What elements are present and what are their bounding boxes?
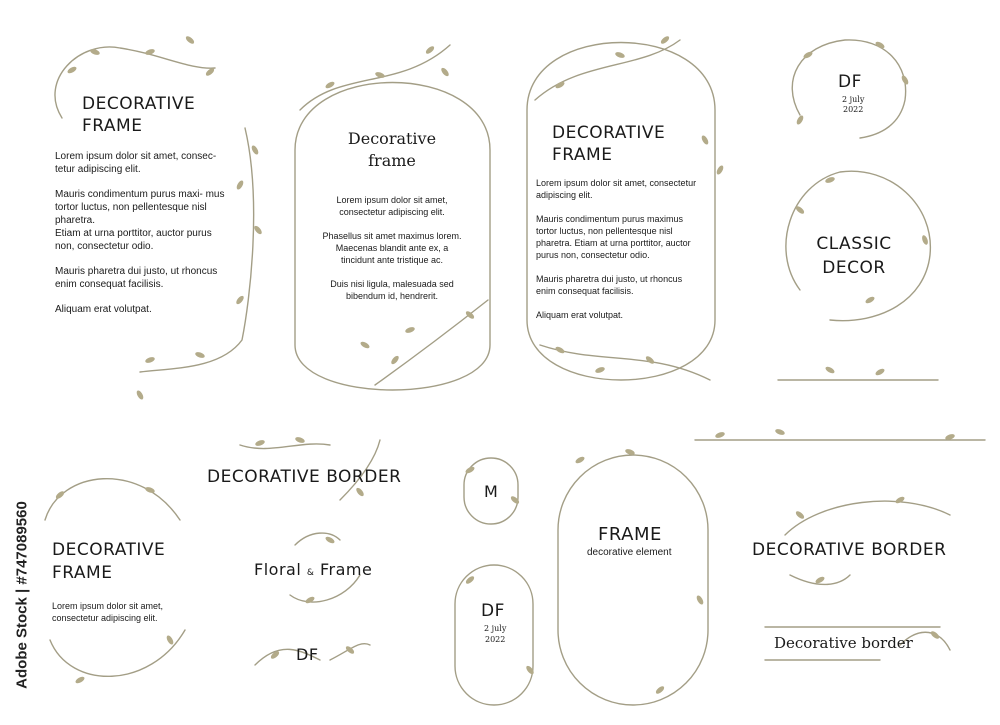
frame3-paragraph-4: Aliquam erat volutpat. <box>536 310 624 320</box>
frame1-paragraph-4: Aliquam erat volutpat. <box>55 304 152 315</box>
frame2-paragraph-2: Phasellus sit amet maximus lorem. Maecenas blandit ante ex, a tincidunt ante tristique ac. <box>322 231 462 265</box>
oval-df-initials: DF <box>481 601 505 621</box>
frame4-paragraph-1: Lorem ipsum dolor sit amet, consectetur adipiscing elit. <box>52 601 164 623</box>
frame1-title-line1: DECORATIVE <box>82 94 196 114</box>
frame2-paragraph-3: Duis nisi ligula, malesuada sed bibendum id, hendrerit. <box>330 279 454 301</box>
frame3-paragraph-1: Lorem ipsum dolor sit amet, consectetur adipiscing elit. <box>536 178 697 200</box>
frame1-paragraph-3: Mauris pharetra dui justo, ut rhoncus enim consequat facilisis. <box>55 266 218 290</box>
classic-line2: DECOR <box>822 258 886 278</box>
frame4-title-line2: FRAME <box>52 563 113 583</box>
frame2-title <box>318 128 466 172</box>
wreath-df-date-line2: 2022 <box>843 105 864 114</box>
floral-word: Floral <box>254 560 302 579</box>
frame4-title <box>52 539 165 585</box>
border-right-label: DECORATIVE BORDER <box>752 540 947 560</box>
frame2-paragraph-1: Lorem ipsum dolor sit amet, consectetur adipiscing elit. <box>336 195 448 217</box>
frame1-title-line2: FRAME <box>82 116 143 136</box>
monogram-letter: M <box>484 482 499 501</box>
watermark-text: Adobe Stock | #747089560 <box>13 501 31 689</box>
border-center-label: DECORATIVE BORDER <box>207 467 402 487</box>
wreath-df-initials: DF <box>838 72 862 92</box>
frame1-title <box>82 93 195 137</box>
df-small-initials: DF <box>296 645 319 664</box>
frame2-title-line1: Decorative <box>347 129 437 148</box>
frame1-body <box>55 150 233 328</box>
border-small-label: Decorative border <box>774 634 913 652</box>
frame3-title-line2: FRAME <box>552 145 613 165</box>
frame-word: Frame <box>319 560 373 579</box>
oval-frame-5 <box>558 455 708 705</box>
frame4-title-line1: DECORATIVE <box>52 540 166 560</box>
floral-ampersand: & <box>306 568 315 578</box>
frame3-body <box>536 177 704 333</box>
wreath-df-date-line1: 2 july <box>842 95 865 104</box>
frame2-title-line2: frame <box>368 151 416 170</box>
frame3-title-line1: DECORATIVE <box>552 123 666 143</box>
stock-watermark <box>12 485 32 705</box>
oval-df-date-line1: 2 july <box>484 624 507 633</box>
frame3-paragraph-2: Mauris condimentum purus maximus tortor luctus, non pellentesque nisl pharetra. Etiam at urna porttitor, auctor purus non, consectetur odio. <box>536 214 691 260</box>
frame5-title: FRAME <box>598 524 662 545</box>
frame1-paragraph-1: Lorem ipsum dolor sit amet, consec- tetur adipiscing elit. <box>55 151 217 175</box>
frame1-paragraph-2: Mauris condimentum purus maxi- mus tortor luctus, non pellentesque nisl pharetra. <box>55 189 225 226</box>
frame5-subtitle: decorative element <box>587 547 672 558</box>
floral-frame-label <box>254 560 372 579</box>
frame3-title <box>552 122 665 166</box>
classic-line1: CLASSIC <box>816 234 892 254</box>
classic-decor-title <box>805 232 903 280</box>
oval-df-date-line2: 2022 <box>485 635 506 644</box>
frame1-paragraph-2b: Etiam at urna porttitor, auctor purus non, consectetur odio. <box>55 228 212 252</box>
frame4-body <box>52 600 177 636</box>
frame3-paragraph-3: Mauris pharetra dui justo, ut rhoncus enim consequat facilisis. <box>536 274 683 296</box>
frame2-body <box>318 194 466 314</box>
